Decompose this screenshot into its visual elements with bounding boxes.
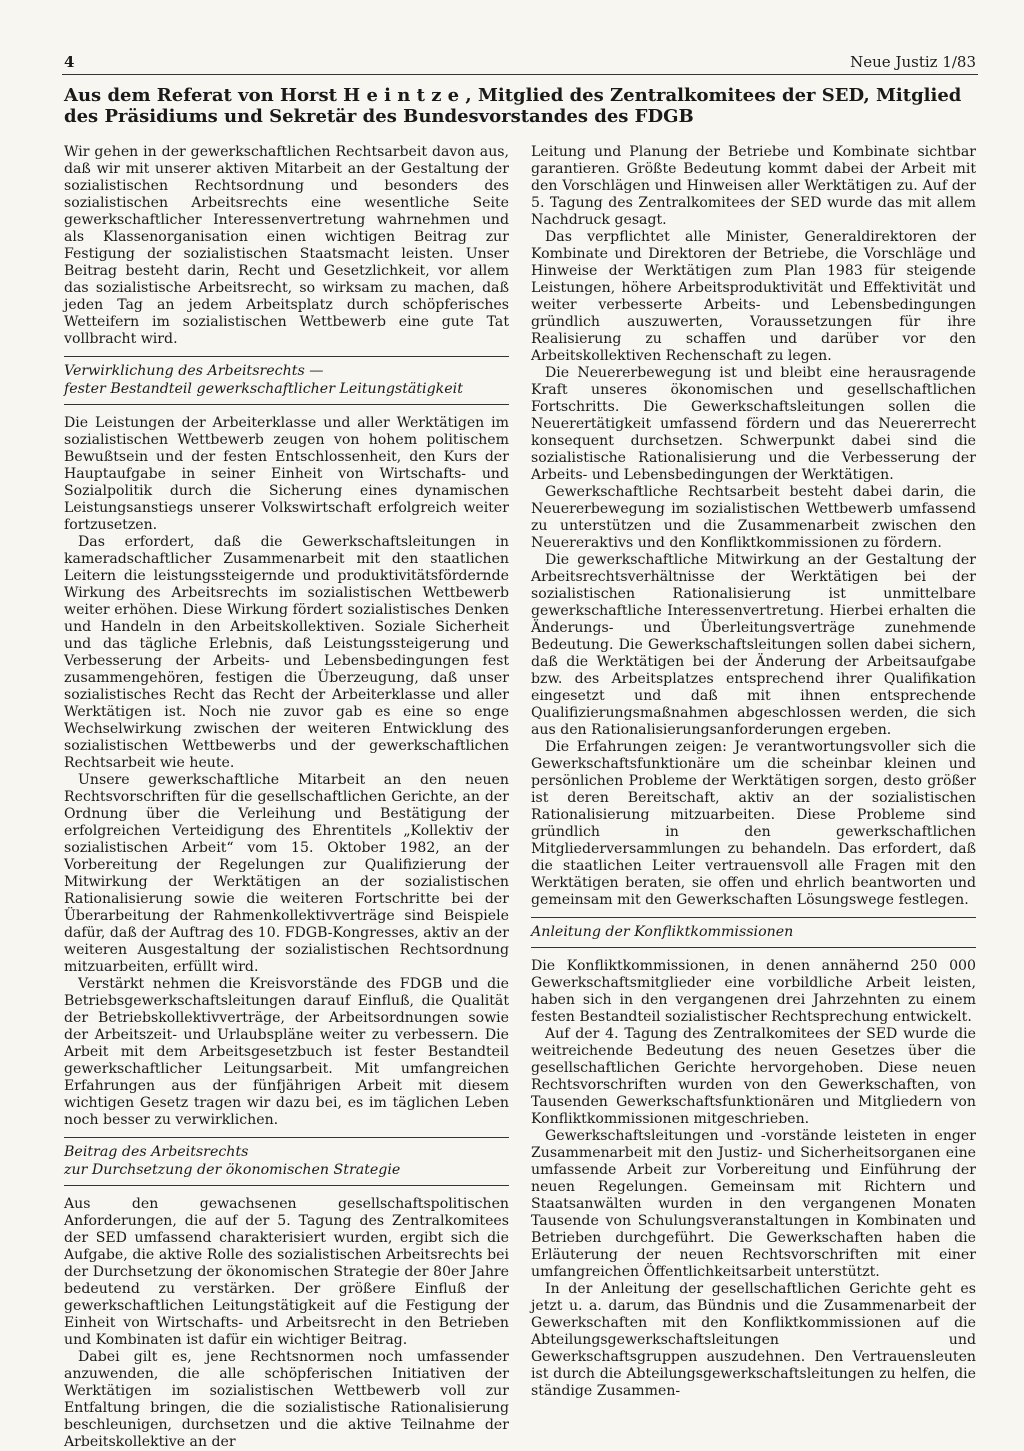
paragraph: Gewerkschaftliche Rechtsarbeit besteht dabei darin, die Neuererbewegung im sozialistischen Wettbewerb umfassend zu unterstützen und die Zusammenarbeit zwischen den Neuereraktivs und den Konfliktkommissionen zu fördern.: [531, 484, 976, 551]
paragraph: Die Leistungen der Arbeiterklasse und aller Werktätigen im sozialistischen Wettbewerb zeugen von hohem politischem Bewußtsein und der festen Entschlossenheit, den Kurs der Hauptaufgabe in seiner Einheit von Wirtschafts- und Sozialpolitik durch die Sicherung eines dynamischen Leistungsanstiegs unserer Volkswirtschaft erfolgreich weiter fortzusetzen.: [64, 415, 509, 533]
paragraph: Die Neuererbewegung ist und bleibt eine herausragende Kraft unseres ökonomischen und gesellschaftlichen Fortschritts. Die Gewerkschaftsleitungen sollen die Neuerertätigkeit umfassend fördern und das Neuererrecht konsequent durchsetzen. Schwerpunkt dabei sind die sozialistische Rationalisierung und die Verbesserung der Arbeits- und Lebensbedingungen der Werktätigen.: [531, 365, 976, 483]
paragraph: Dabei gilt es, jene Rechtsnormen noch umfassender anzuwenden, die alle schöpferischen Initiativen der Werktätigen im sozialistischen Wettbewerb voll zur Entfaltung bringen, die die sozialistische Rationalisierung beschleunigen, durchsetzen und die aktive Teilnahme der Arbeitskollektive an der: [64, 1349, 509, 1450]
paragraph: Gewerkschaftsleitungen und -vorstände leisteten in enger Zusammenarbeit mit den Justiz- und Sicherheitsorganen eine umfassende Arbeit zur Vorbereitung und Einführung der neuen Regelungen. Gemeinsam mit Richtern und Staatsanwälten wurden in den vergangenen Monaten Tausende von Schulungsveranstaltungen in Kombinaten und Betrieben durchgeführt. Die Gewerkschaften haben die Erläuterung der neuen Rechtsvorschriften mit einer umfangreichen Öffentlichkeitsarbeit unterstützt.: [531, 1128, 976, 1280]
right-column: [531, 144, 976, 1400]
section-heading-line: Verwirklichung des Arbeitsrechts —: [64, 363, 324, 379]
paragraph: Aus den gewachsenen gesellschaftspolitischen Anforderungen, die auf der 5. Tagung des Zentralkomitees der SED umfassend charakterisiert wurden, ergibt sich die Aufgabe, die aktive Rolle des sozialistischen Arbeitsrechts bei der Durchsetzung der ökonomischen Strategie der 80er Jahre bedeutend zu verstärken. Der größere Einfluß der gewerkschaftlichen Leitungstätigkeit auf die Festigung der Einheit von Wirtschafts- und Arbeitsrecht in den Betrieben und Kombinaten ist dafür ein wichtiger Beitrag.: [64, 1196, 509, 1348]
header-rule: [62, 74, 978, 75]
article-title: Aus dem Referat von Horst H e i n t z e , Mitglied des Zentralkomitees der SED, Mitglied des Präsidiums und Sekretär des Bundesvorstandes des FDGB: [64, 85, 962, 127]
paragraph: Die gewerkschaftliche Mitwirkung an der Gestaltung der Arbeitsrechtsverhältnisse der Werktätigen bei der sozialistischen Rationalisierung ist unmittelbare gewerkschaftliche Interessenvertretung. Hierbei erhalten die Änderungs- und Überleitungsverträge zunehmende Bedeutung. Die Gewerkschaftsleitungen sollen dabei sichern, daß die Werktätigen bei der Änderung der Arbeitsaufgabe bzw. des Arbeitsplatzes entsprechend ihrer Qualifikation eingesetzt und daß mit ihnen entsprechende Qualifizierungsmaßnahmen abgeschlossen werden, die sich aus den Rationalisierungsanforderungen ergeben.: [531, 552, 976, 738]
section-heading-line: Anleitung der Konfliktkommissionen: [531, 924, 794, 940]
section-heading-line: zur Durchsetzung der ökonomischen Strategie: [64, 1162, 401, 1178]
section-heading: [531, 917, 976, 948]
section-heading-line: Beitrag des Arbeitsrechts: [64, 1144, 249, 1160]
paragraph: Wir gehen in der gewerkschaftlichen Rechtsarbeit davon aus, daß wir mit unserer aktiven Mitarbeit an der Gestaltung der sozialistischen Rechtsordnung und besonders des sozialistischen Arbeitsrechts eine wesentliche Seite gewerkschaftlicher Interessenvertretung wahrnehmen und als Klassenorganisation einen wichtigen Beitrag zur Festigung der sozialistischen Staatsmacht leisten. Unser Beitrag besteht darin, Recht und Gesetzlichkeit, vor allem das sozialistische Arbeitsrecht, so wirksam zu machen, daß jeden Tag an jedem Arbeitsplatz durch schöpferisches Wetteifern im sozialistischen Wettbewerb eine gute Tat vollbracht wird.: [64, 144, 509, 347]
paragraph: Unsere gewerkschaftliche Mitarbeit an den neuen Rechtsvorschriften für die gesellschaftlichen Gerichte, an der Ordnung über die Verleihung und Bestätigung der erfolgreichen Verteidigung des Ehrentitels „Kollektiv der sozialistischen Arbeit“ vom 15. Oktober 1982, an der Vorbereitung der Regelungen zur Qualifizierung der Mitwirkung der Werktätigen an der sozialistischen Rationalisierung sowie die weiteren Fortschritte bei der Überarbeitung der Rahmenkollektivverträge sind Beispiele dafür, daß der Auftrag des 10. FDGB-Kongresses, aktiv an der weiteren Ausgestaltung der sozialistischen Rechtsordnung mitzuarbeiten, erfüllt wird.: [64, 772, 509, 975]
section-heading: [64, 356, 509, 405]
paragraph: Auf der 4. Tagung des Zentralkomitees der SED wurde die weitreichende Bedeutung des neuen Gesetzes über die gesellschaftlichen Gerichte hervorgehoben. Diese neuen Rechtsvorschriften wurden von den Gewerkschaften, von Tausenden Gewerkschaftsfunktionären und Mitgliedern von Konfliktkommissionen mitgeschrieben.: [531, 1026, 976, 1127]
paragraph: Das verpflichtet alle Minister, Generaldirektoren der Kombinate und Direktoren der Betriebe, die Vorschläge und Hinweise der Werktätigen zum Plan 1983 für steigende Leistungen, höhere Arbeitsproduktivität und Effektivität und weiter verbesserte Arbeits- und Lebensbedingungen gründlich auszuwerten, Voraussetzungen für ihre Realisierung zu schaffen und darüber vor den Arbeitskollektiven Rechenschaft zu legen.: [531, 229, 976, 364]
section-heading: [64, 1137, 509, 1186]
paragraph: Verstärkt nehmen die Kreisvorstände des FDGB und die Betriebsgewerkschaftsleitungen darauf Einfluß, die Qualität der Betriebskollektivverträge, der Arbeitsordnungen sowie der Arbeitszeit- und Urlaubspläne weiter zu verbessern. Die Arbeit mit dem Arbeitsgesetzbuch ist fester Bestandteil gewerkschaftlicher Leitungsarbeit. Mit umfangreichen Erfahrungen aus der fünfjährigen Arbeit mit diesem wichtigen Gesetz tragen wir dazu bei, es im täglichen Leben noch besser zu verwirklichen.: [64, 976, 509, 1128]
section-heading-line: fester Bestandteil gewerkschaftlicher Leitungstätigkeit: [64, 381, 463, 397]
paragraph: Das erfordert, daß die Gewerkschaftsleitungen in kameradschaftlicher Zusammenarbeit mit den staatlichen Leitern die leistungssteigernde und produktivitätsfördernde Wirkung des Arbeitsrechts im sozialistischen Wettbewerb weiter erhöhen. Diese Wirkung fördert sozialistisches Denken und Handeln in den Arbeitskollektiven. Soziale Sicherheit und das tägliche Erlebnis, daß Leistungssteigerung und Verbesserung der Arbeits- und Lebensbedingungen fest zusammengehören, festigen die Überzeugung, daß unser sozialistisches Recht das Recht der Arbeiterklasse und aller Werktätigen ist. Noch nie zuvor gab es eine so enge Wechselwirkung zwischen der weiteren Entwicklung des sozialistischen Wettbewerbs und der gewerkschaftlichen Rechtsarbeit wie heute.: [64, 534, 509, 771]
paragraph: In der Anleitung der gesellschaftlichen Gerichte geht es jetzt u. a. darum, das Bündnis und die Zusammenarbeit der Gewerkschaften mit den Konfliktkommissionen auf die Abteilungsgewerkschaftsleitungen und Gewerkschaftsgruppen auszudehnen. Den Vertrauensleuten ist durch die Abteilungsgewerkschaftsleitungen zu helfen, die ständige Zusammen-: [531, 1281, 976, 1399]
paragraph: Die Konfliktkommissionen, in denen annähernd 250 000 Gewerkschaftsmitglieder eine vorbildliche Arbeit leisten, haben sich in den vergangenen drei Jahrzehnten zu einem festen Bestandteil sozialistischer Rechtsprechung entwickelt.: [531, 958, 976, 1025]
paragraph: Die Erfahrungen zeigen: Je verantwortungsvoller sich die Gewerkschaftsfunktionäre um die scheinbar kleinen und persönlichen Probleme der Werktätigen sorgen, desto größer ist deren Bereitschaft, aktiv an der sozialistischen Rationalisierung mitzuarbeiten. Diese Probleme sind gründlich in den gewerkschaftlichen Mitgliederversammlungen zu behandeln. Das erfordert, daß die staatlichen Leiter vertrauensvoll alle Fragen mit den Werktätigen beraten, sie offen und ehrlich beantworten und gemeinsam mit den Gewerkschaften Lösungswege festlegen.: [531, 739, 976, 908]
paragraph: Leitung und Planung der Betriebe und Kombinate sichtbar garantieren. Größte Bedeutung kommt dabei der Arbeit mit den Vorschlägen und Hinweisen aller Werktätigen zu. Auf der 5. Tagung des Zentralkomitees der SED wurde das mit allem Nachdruck gesagt.: [531, 144, 976, 228]
page-number: 4: [64, 53, 75, 71]
left-column: [64, 144, 509, 1451]
journal-issue: Neue Justiz 1/83: [850, 53, 976, 71]
